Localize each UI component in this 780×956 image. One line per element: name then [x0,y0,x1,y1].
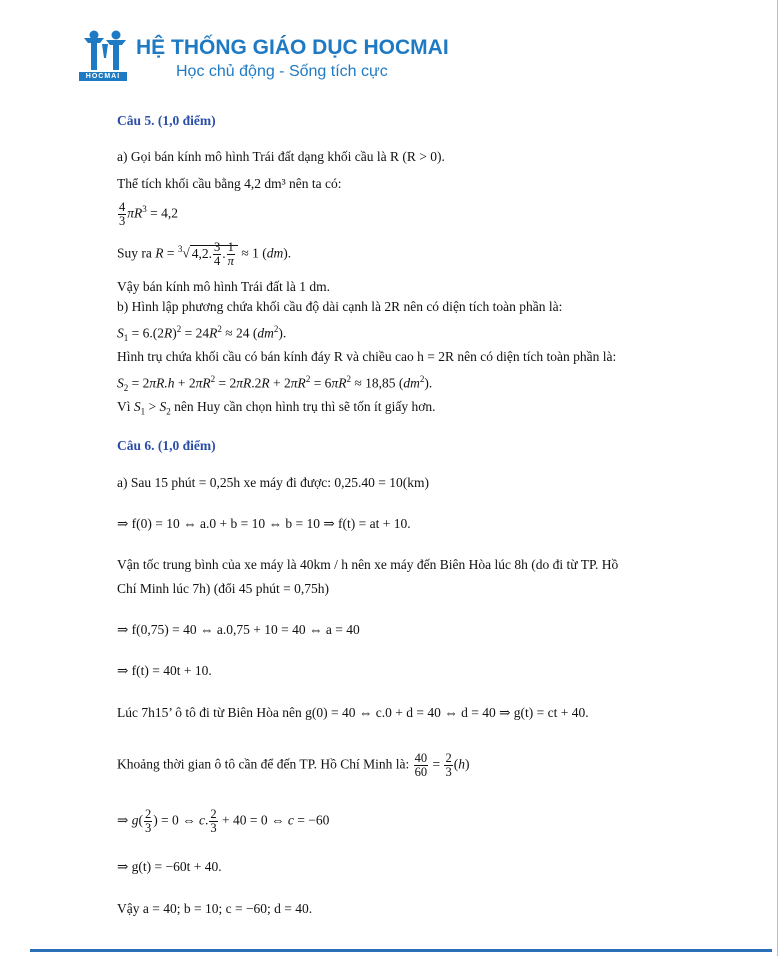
question-5-title: Câu 5. (1,0 điểm) [117,113,216,128]
q5-eq2-prefix: Suy ra [117,245,152,261]
q6-line7: Lúc 7h15’ ô tô đi từ Biên Hòa nên g(0) = 40 ⇔ c.0 + d = 40 ⇔ d = 40 ⇒ g(t) = ct + 40. [117,705,589,720]
header [78,28,498,84]
q6-line4: Chí Minh lúc 7h) (đổi 45 phút = 0,75h) [117,581,329,596]
q5-b-intro: b) Hình lập phương chứa khối cầu độ dài cạnh là 2R nên có diện tích toàn phần là: [117,299,563,314]
q6-line9: ⇒ g( $\frac{2}{3}$ ) = 0 ⇔ c. $\frac{2}{3}$ + 40 = 0 ⇔ c = −60 [117,807,330,835]
brand-slogan: Học chủ động - Sống tích cực [176,63,388,80]
q6-line11: Vậy a = 40; b = 10; c = −60; d = 40. [117,901,313,916]
logo-text: HOCMAI [79,72,127,81]
q5-volume-line: Thể tích khối cầu bằng 4,2 dm³ nên ta có: [117,176,342,191]
q5-cyl-intro: Hình trụ chứa khối cầu có bán kính đáy R và chiều cao h = 2R nên có diện tích toàn phần là: [117,349,617,364]
q5-eq1: $\frac{4}{3}$ $\pi R^3 = 4,2$ [119,199,179,228]
q5-eq2: Suy ra R = $^3$√ 4,2. $\frac{3}{4}$ . $\frac{1}{\pi}$ ≈ 1 (dm). [117,239,292,268]
q6-line1: a) Sau 15 phút = 0,25h xe máy đi được: 0,25.40 = 10(km) [117,475,430,490]
q6-line10: ⇒ g(t) = −60t + 40. [117,859,222,874]
q6-line8: Khoảng thời gian ô tô cần để đến TP. Hồ Chí Minh là: $\frac{40}{60}$ = $\frac{2}{3}$ (h) [117,751,470,779]
q5-conclusion-b: Vì $S_1 > S_2$ nên Huy cần chọn hình trụ thì sẽ tốn ít giấy hơn. [117,399,436,417]
q5-s2: $S_2 = 2\pi R.h + 2\pi R^2 = 2\pi R.2R + 2\pi R^2 = 6\pi R^2 \approx 18,85$ $(dm^2)$. [117,374,433,394]
q5-s1: $S_1 = 6.(2R)^2 = 24R^2 \approx 24$ $(dm^2)$. [117,324,287,344]
q5-a-intro: a) Gọi bán kính mô hình Trái đất dạng khối cầu là R (R > 0). [117,149,445,164]
page-edge [777,0,778,956]
q6-line5: ⇒ f(0,75) = 40 ⇔ a.0,75 + 10 = 40 ⇔ a = 40 [117,622,360,637]
footer-rule [30,949,772,952]
question-6-title: Câu 6. (1,0 điểm) [117,438,216,453]
brand-title: HỆ THỐNG GIÁO DỤC HOCMAI [136,36,449,59]
q6-line6: ⇒ f(t) = 40t + 10. [117,663,212,678]
q6-line2: ⇒ f(0) = 10 ⇔ a.0 + b = 10 ⇔ b = 10 ⇒ f(t) = at + 10. [117,516,411,531]
q6-line3: Vận tốc trung bình của xe máy là 40km / h nên xe máy đến Biên Hòa lúc 8h (do đi từ TP. Hồ [117,557,619,572]
hocmai-logo [78,30,130,80]
q5-conclusion-a: Vậy bán kính mô hình Trái đất là 1 dm. [117,279,330,294]
